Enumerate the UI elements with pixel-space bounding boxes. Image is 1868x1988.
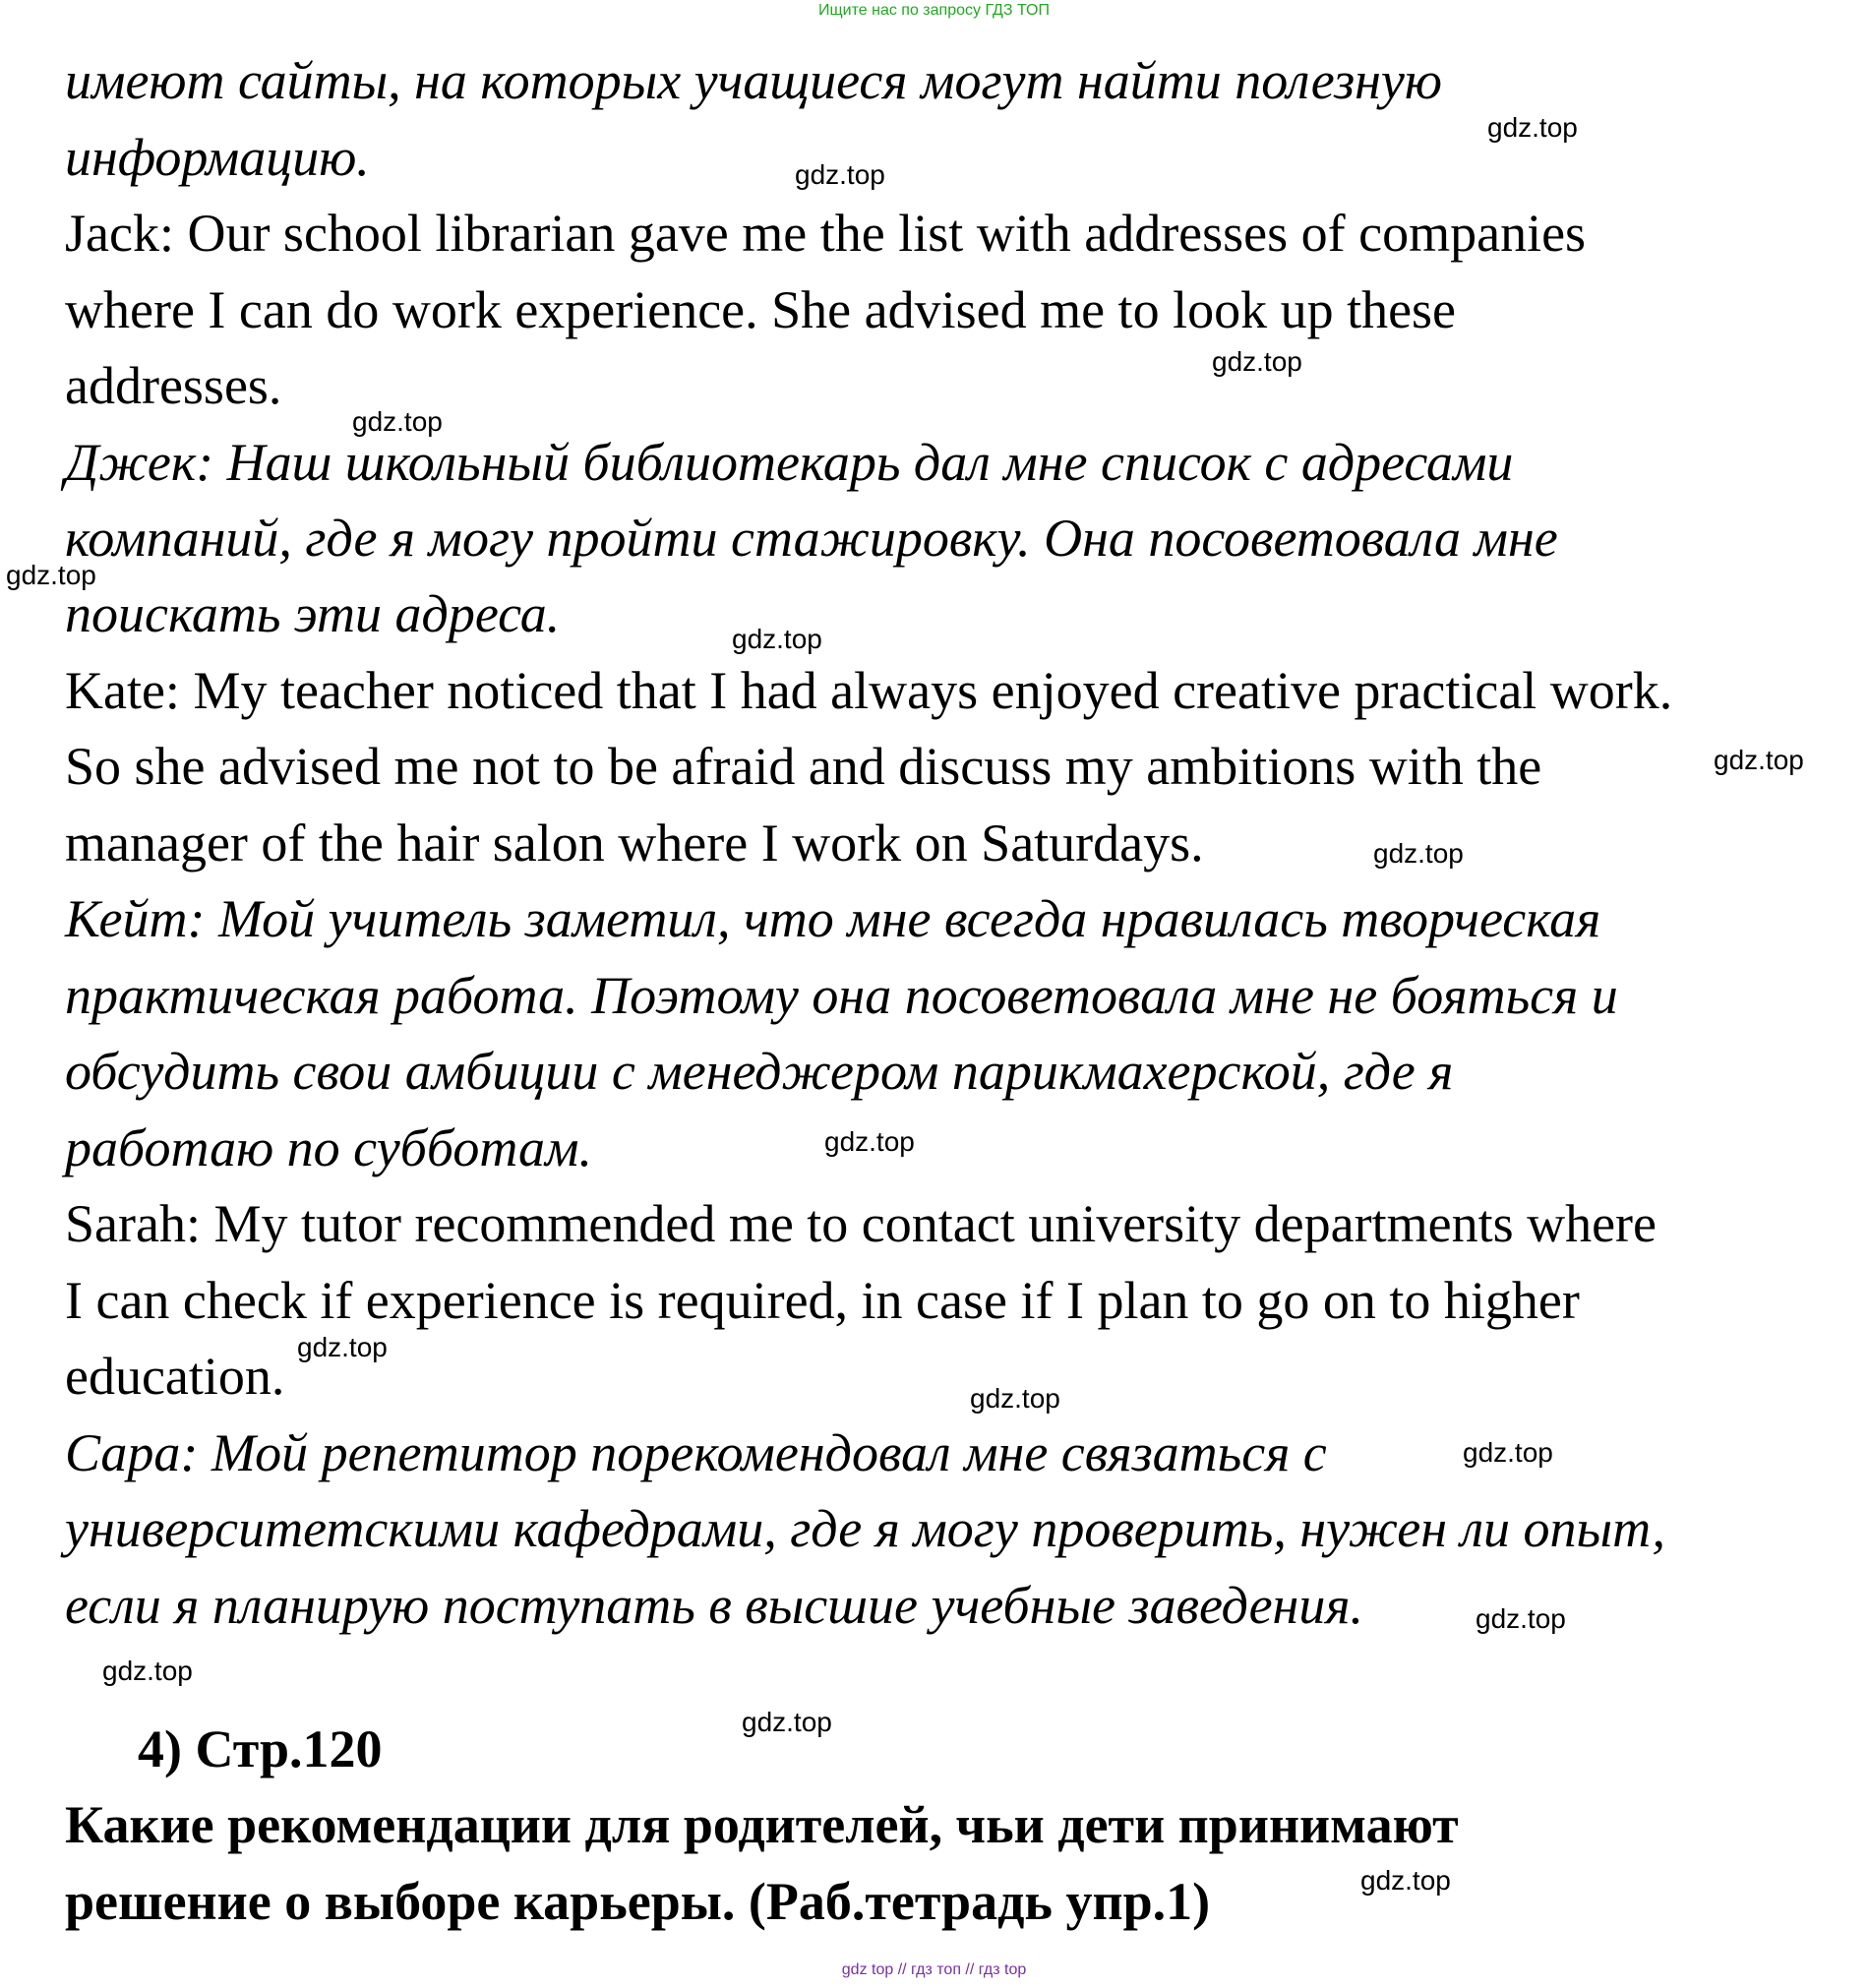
- watermark: gdz.top: [1212, 346, 1302, 377]
- watermark: gdz.top: [732, 624, 822, 654]
- text-line: компаний, где я могу пройти стажировку. Она посоветовала мне: [65, 509, 1558, 568]
- watermark: gdz.top: [1463, 1437, 1553, 1468]
- question-line: Какие рекомендации для родителей, чьи дети принимают: [65, 1795, 1459, 1854]
- text-line: университетскими кафедрами, где я могу проверить, нужен ли опыт,: [65, 1499, 1665, 1558]
- watermark: gdz.top: [102, 1656, 193, 1686]
- bottom-footer: gdz top // гдз топ // гдз top: [841, 1961, 1027, 1978]
- text-line: работаю по субботам.: [65, 1118, 592, 1177]
- text-line: Jack: Our school librarian gave me the list with addresses of companies: [65, 204, 1587, 263]
- text-line: manager of the hair salon where I work on Saturdays.: [65, 813, 1204, 873]
- watermark: gdz.top: [6, 560, 96, 590]
- text-line: информацию.: [65, 128, 370, 187]
- text-line: поискать эти адреса.: [65, 584, 561, 643]
- watermark: gdz.top: [352, 406, 443, 437]
- watermark: gdz.top: [970, 1383, 1060, 1414]
- text-line: практическая работа. Поэтому она посоветовала мне не бояться и: [65, 966, 1618, 1025]
- watermark: gdz.top: [1487, 112, 1578, 143]
- text-line: Кейт: Мой учитель заметил, что мне всегда нравилась творческая: [65, 889, 1601, 948]
- question-line: решение о выборе карьеры. (Раб.тетрадь упр.1): [65, 1872, 1211, 1931]
- text-line: education.: [65, 1347, 285, 1406]
- text-line: addresses.: [65, 356, 282, 415]
- top-banner: Ищите нас по запросу ГДЗ ТОП: [818, 2, 1050, 19]
- watermark: gdz.top: [1714, 745, 1804, 775]
- section-heading: 4) Стр.120: [138, 1719, 383, 1778]
- watermark: gdz.top: [742, 1707, 832, 1737]
- watermark: gdz.top: [297, 1332, 388, 1362]
- watermark: gdz.top: [795, 159, 885, 190]
- text-line: where I can do work experience. She advised me to look up these: [65, 280, 1457, 339]
- text-line: Джек: Наш школьный библиотекарь дал мне список с адресами: [65, 433, 1514, 492]
- text-line: имеют сайты, на которых учащиеся могут найти полезную: [65, 51, 1442, 110]
- watermark: gdz.top: [824, 1126, 915, 1157]
- text-line: Kate: My teacher noticed that I had always enjoyed creative practical work.: [65, 661, 1673, 720]
- text-line: So she advised me not to be afraid and discuss my ambitions with the: [65, 737, 1542, 796]
- text-line: Sarah: My tutor recommended me to contact university departments where: [65, 1194, 1657, 1253]
- watermark: gdz.top: [1476, 1603, 1566, 1634]
- text-line: I can check if experience is required, in case if I plan to go on to higher: [65, 1271, 1580, 1330]
- text-line: обсудить свои амбиции с менеджером парикмахерской, где я: [65, 1042, 1454, 1101]
- watermark: gdz.top: [1373, 838, 1464, 869]
- text-line: Сара: Мой репетитор порекомендовал мне связаться с: [65, 1423, 1327, 1482]
- watermark: gdz.top: [1360, 1865, 1451, 1896]
- text-line: если я планирую поступать в высшие учебные заведения.: [65, 1576, 1363, 1635]
